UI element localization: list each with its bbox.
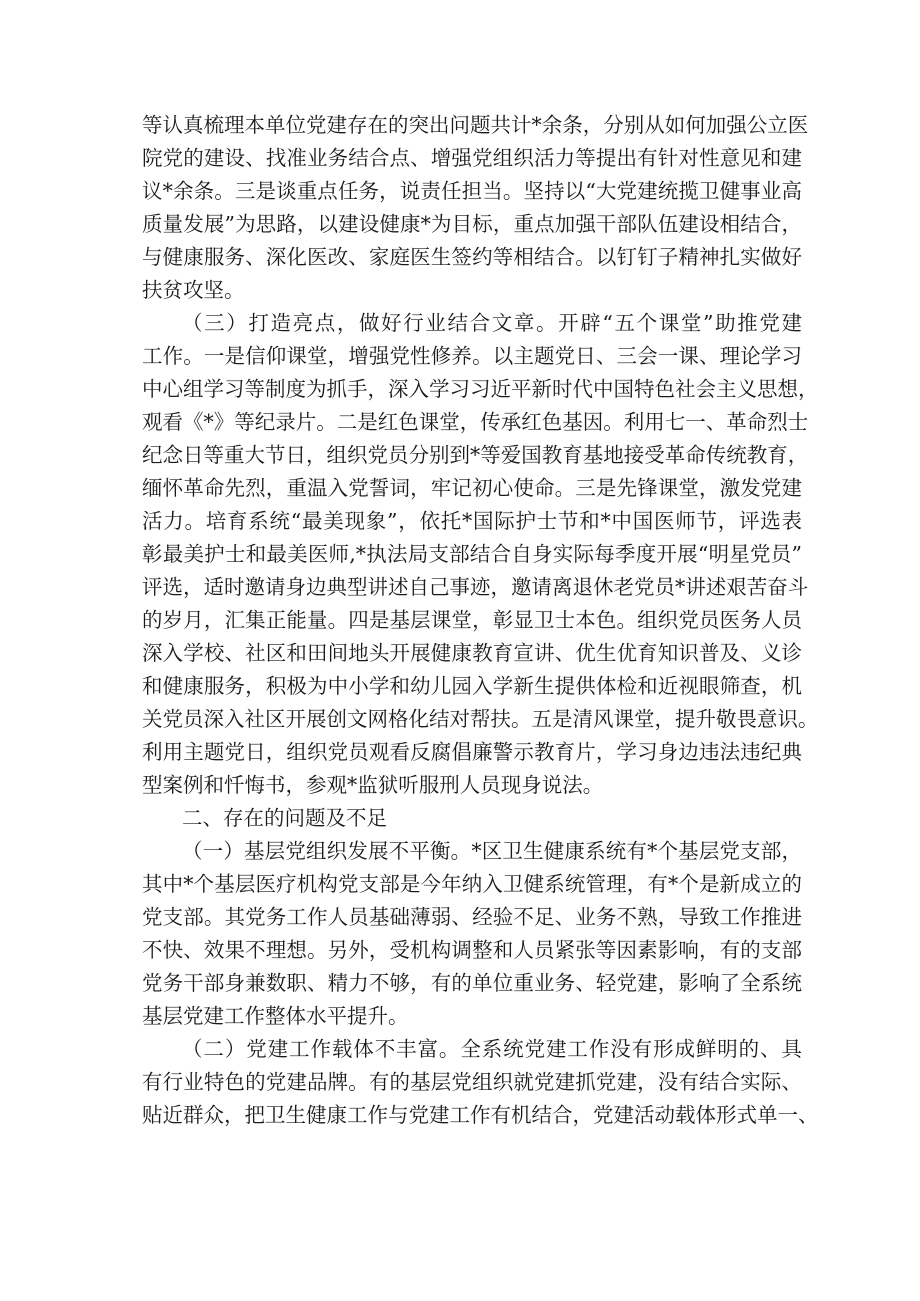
document-body	[142, 108, 819, 1131]
text-line: 的岁月，汇集正能量。四是基层课堂，彰显卫士本色。组织党员医务人员	[142, 608, 802, 632]
text-line: 党务干部身兼数职、精力不够，有的单位重业务、轻党建，影响了全系统	[142, 971, 802, 995]
text-line: （一）基层党组织发展不平衡。*区卫生健康系统有*个基层党支部，	[182, 839, 802, 863]
text-line: 院党的建设、找准业务结合点、增强党组织活力等提出有针对性意见和建	[142, 146, 802, 170]
text-line: 质量发展”为思路，以建设健康*为目标，重点加强干部队伍建设相结合，	[142, 212, 802, 236]
text-line: 利用主题党日，组织党员观看反腐倡廉警示教育片，学习身边违法违纪典	[142, 740, 802, 764]
text-line: 纪念日等重大节日，组织党员分别到*等爱国教育基地接受革命传统教育，	[142, 443, 809, 467]
text-line: 二、存在的问题及不足	[182, 806, 387, 830]
text-line: 贴近群众，把卫生健康工作与党建工作有机结合，党建活动载体形式单一、	[142, 1103, 819, 1127]
text-line: 中心组学习等制度为抓手，深入学习习近平新时代中国特色社会主义思想，	[142, 377, 819, 401]
text-line: 其中*个基层医疗机构党支部是今年纳入卫健系统管理，有*个是新成立的	[142, 872, 802, 896]
text-line: 有行业特色的党建品牌。有的基层党组织就党建抓党建，没有结合实际、	[142, 1070, 802, 1094]
text-line: 和健康服务，积极为中小学和幼儿园入学新生提供体检和近视眼筛查，机	[142, 674, 802, 698]
text-line: 型案例和忏悔书，参观*监狱听服刑人员现身说法。	[142, 773, 604, 797]
text-line: 缅怀革命先烈，重温入党誓词，牢记初心使命。三是先锋课堂，激发党建	[142, 476, 802, 500]
text-line: 基层党建工作整体水平提升。	[142, 1004, 409, 1028]
text-line: 议*余条。三是谈重点任务，说责任担当。坚持以“大党建统揽卫健事业高	[142, 179, 802, 203]
text-line: 等认真梳理本单位党建存在的突出问题共计*余条，分别从如何加强公立医	[142, 113, 809, 137]
text-line: （二）党建工作载体不丰富。全系统党建工作没有形成鲜明的、具	[182, 1037, 802, 1061]
text-line: 关党员深入社区开展创文网格化结对帮扶。五是清风课堂，提升敬畏意识。	[142, 707, 819, 731]
text-line: 不快、效果不理想。另外，受机构调整和人员紧张等因素影响，有的支部	[142, 938, 802, 962]
text-line: 深入学校、社区和田间地头开展健康教育宣讲、优生优育知识普及、义诊	[142, 641, 802, 665]
text-line: 党支部。其党务工作人员基础薄弱、经验不足、业务不熟，导致工作推进	[142, 905, 802, 929]
text-line: 评选，适时邀请身边典型讲述自己事迹，邀请离退休老党员*讲述艰苦奋斗	[142, 575, 809, 599]
text-line: 扶贫攻坚。	[142, 278, 245, 302]
text-line: 工作。一是信仰课堂，增强党性修养。以主题党日、三会一课、理论学习	[142, 344, 802, 368]
text-line: 活力。培育系统“最美现象”，依托*国际护士节和*中国医师节，评选表	[142, 509, 802, 533]
text-line: （三）打造亮点，做好行业结合文章。开辟“五个课堂”助推党建	[182, 311, 802, 335]
text-line: 观看《*》等纪录片。二是红色课堂，传承红色基因。利用七一、革命烈士	[142, 410, 809, 434]
text-line: 与健康服务、深化医改、家庭医生签约等相结合。以钉钉子精神扎实做好	[142, 245, 802, 269]
text-line: 彰最美护士和最美医师,*执法局支部结合自身实际每季度开展“明星党员”	[142, 542, 802, 566]
